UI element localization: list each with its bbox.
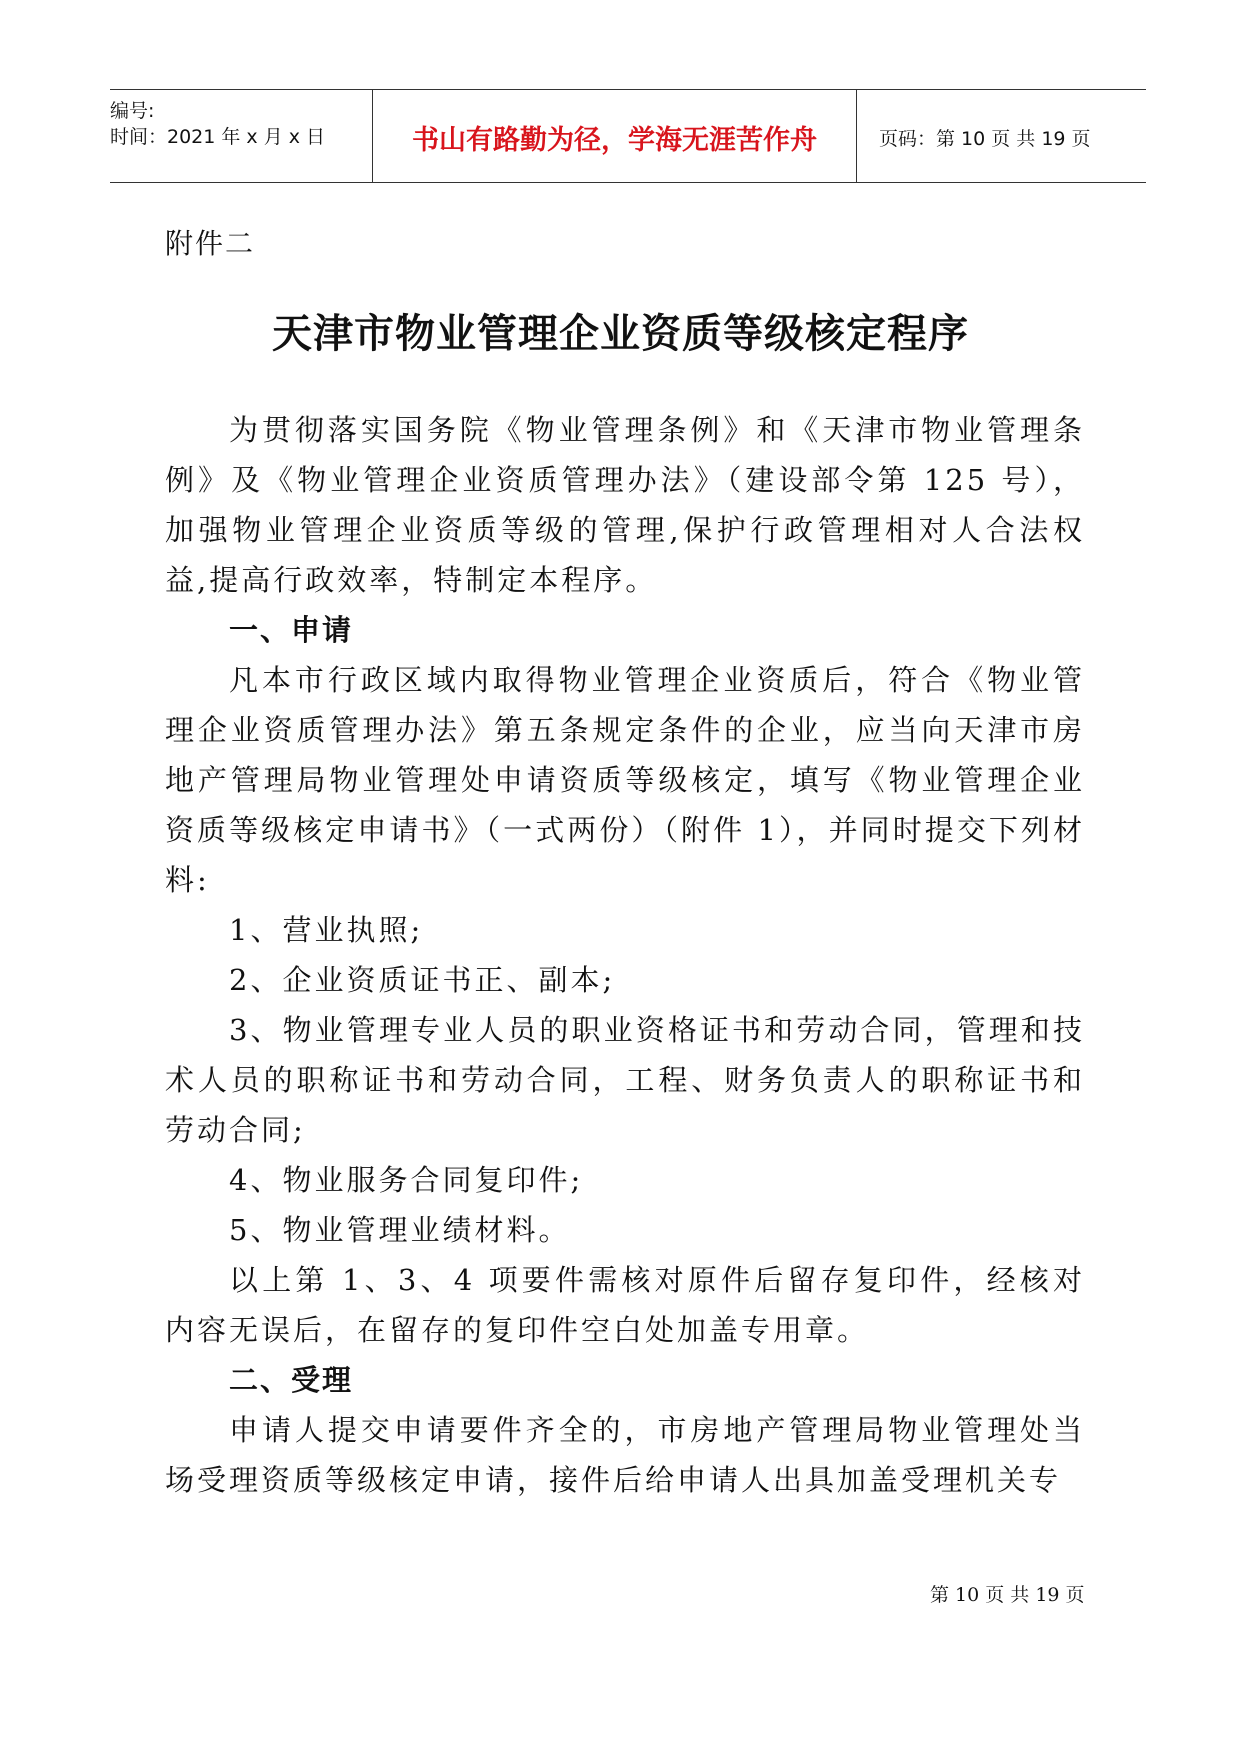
list-item: 4、物业服务合同复印件; xyxy=(229,1163,584,1197)
list-item: 3、物业管理专业人员的职业资格证书和劳动合同，管理和技术人员的职称证书和劳动合同，工程、财务负责人的职称证书和劳动合同; xyxy=(165,1013,1085,1147)
time-label: 时间：2021 年 x 月 x 日 xyxy=(110,126,326,148)
header-right-cell xyxy=(857,90,1146,182)
motto-text: 书山有路勤为径，学海无涯苦作舟 xyxy=(412,125,817,156)
verification-paragraph: 以上第 1、3、4 项要件需核对原件后留存复印件，经核对内容无误后，在留存的复印件空白处加盖专用章。 xyxy=(165,1263,1085,1347)
header-left-cell xyxy=(110,90,372,182)
accept-paragraph: 申请人提交申请要件齐全的，市房地产管理局物业管理处当场受理资质等级核定申请，接件后给申请人出具加盖受理机关专 xyxy=(165,1413,1085,1497)
document-body xyxy=(165,405,1085,1505)
section-heading-accept: 二、受理 xyxy=(229,1363,354,1397)
header-page-code: 页码：第 10 页 共 19 页 xyxy=(879,128,1091,150)
section-heading-apply: 一、申请 xyxy=(229,613,354,647)
number-label: 编号: xyxy=(110,100,155,122)
header-motto-cell xyxy=(372,90,857,182)
list-item: 1、营业执照; xyxy=(229,913,424,947)
document-header xyxy=(110,89,1146,183)
list-item: 5、物业管理业绩材料。 xyxy=(229,1213,571,1247)
list-item: 2、企业资质证书正、副本; xyxy=(229,963,616,997)
document-title: 天津市物业管理企业资质等级核定程序 xyxy=(272,311,969,357)
attachment-label: 附件二 xyxy=(165,227,256,260)
intro-paragraph: 为贯彻落实国务院《物业管理条例》和《天津市物业管理条例》及《物业管理企业资质管理办法》（建设部令第 125 号），加强物业管理企业资质等级的管理,保护行政管理相对人合法权益,提高行政效率，特制定本程序。 xyxy=(165,413,1085,597)
apply-paragraph: 凡本市行政区域内取得物业管理企业资质后，符合《物业管理企业资质管理办法》第五条规定条件的企业，应当向天津市房地产管理局物业管理处申请资质等级核定，填写《物业管理企业资质等级核定申请书》（一式两份）（附件 1），并同时提交下列材料: xyxy=(165,663,1085,897)
footer-page-number: 第 10 页 共 19 页 xyxy=(930,1584,1085,1606)
